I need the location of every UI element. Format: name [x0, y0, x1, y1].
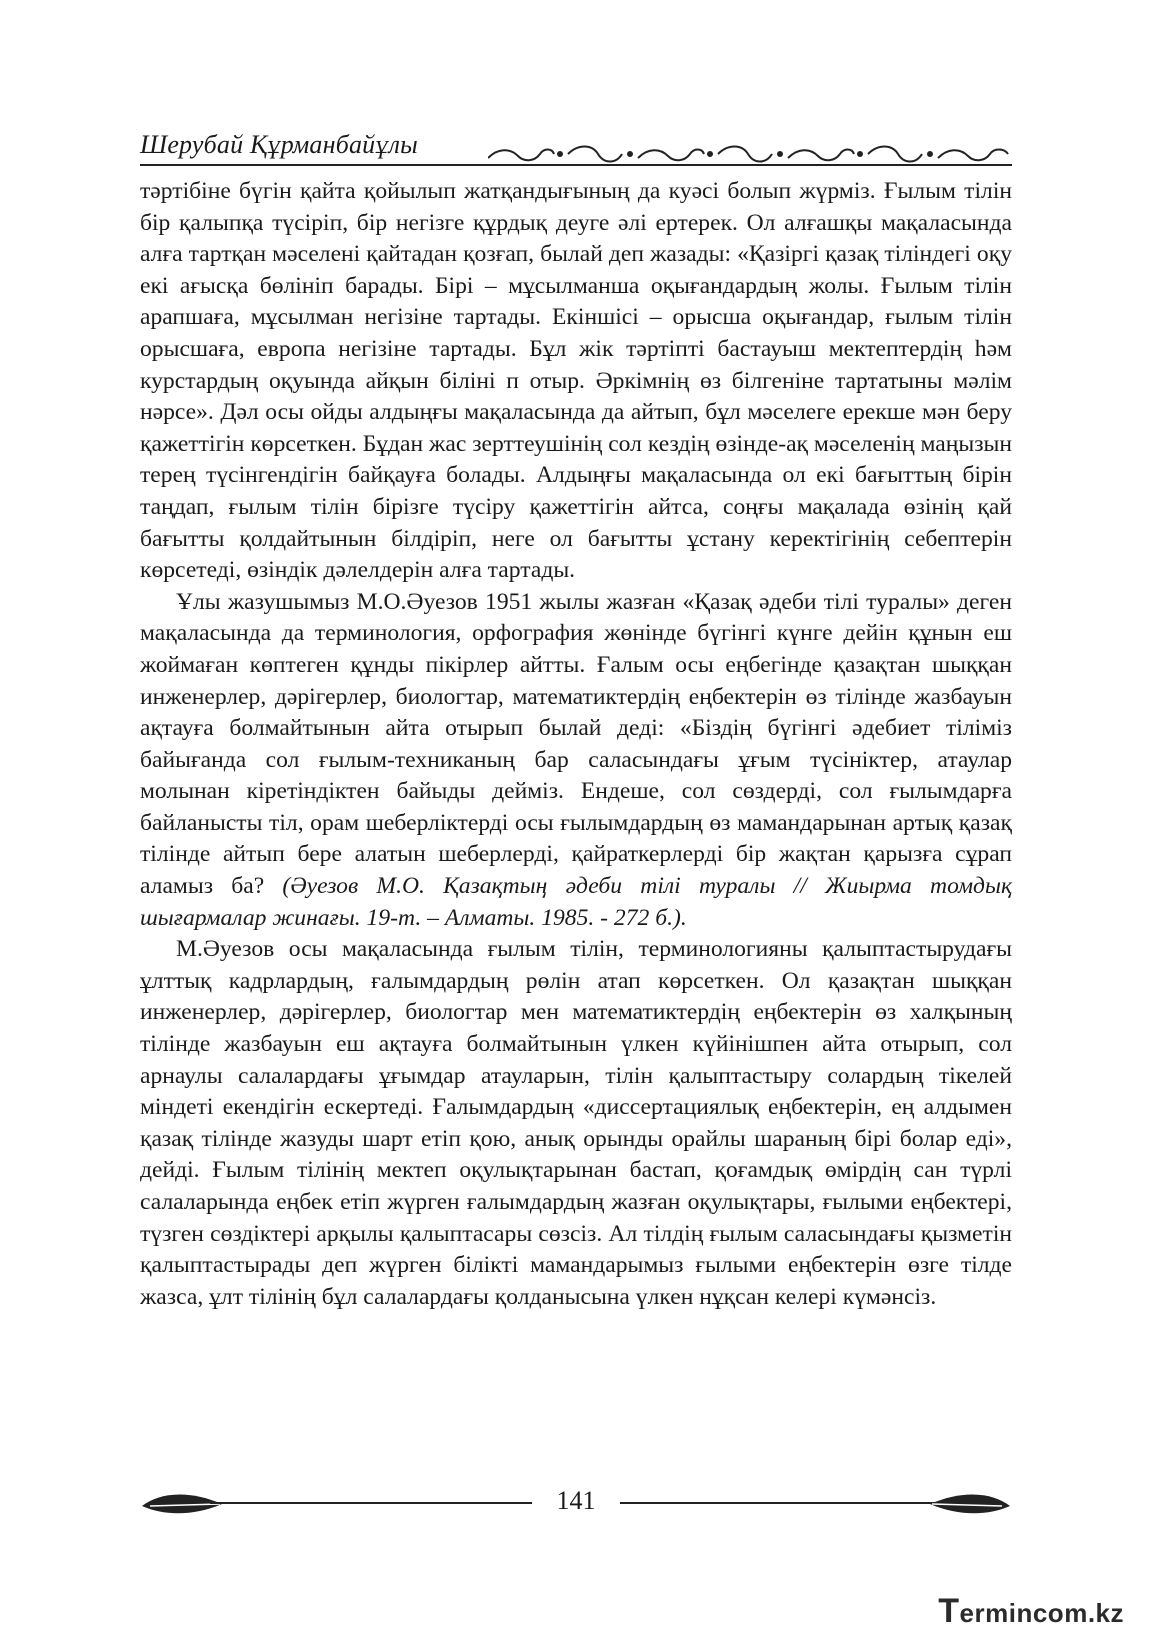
- watermark-prefix: T: [938, 1592, 960, 1630]
- watermark-logo: [938, 1592, 1124, 1631]
- paragraph-3: [140, 934, 1012, 1313]
- paragraph-1: [140, 176, 1012, 587]
- page-number: 141: [556, 1486, 596, 1515]
- paragraph-3-text: М.Әуезов осы мақаласында ғылым тілін, терминологияны қалыптастырудағы ұлттық кадрлардың, ғалымдардың рөлін атап көрсеткен. Ол қазақтан шыққан инженерлер, дәрігерлер, биологтар мен математиктердің еңбектерін өз халқының тілінде жазбауын еш ақтауға болмайтынын үлкен күйінішпен айта отырып, сол арнаулы салалардағы ұғымдар атауларын, тілін қалыптастыру солардың тікелей міндеті екендігін ескертеді. Ғалымдардың «диссертациялық еңбектерін, ең алдымен қазақ тілінде жазуды шарт етіп қою, анық орынды орайлы шараның бірі болар еді», дейді. Ғылым тілінің мектеп оқулықтарынан бастап, қоғамдық өмірдің сан түрлі салаларында еңбек етіп жүрген ғалымдардың жазған оқулықтары, ғылыми еңбектері, түзген сөздіктері арқылы қалыптасары сөзсіз. Ал тілдің ғылым саласындағы қызметін қалыптастырады деп жүрген білікті мамандарымыз ғылыми еңбектерін өзге тілде жазса, ұлт тілінің бұл салалардағы қолданысына үлкен нұқсан келері күмәнсіз.: [140, 936, 1012, 1310]
- footer-line-left: [210, 1502, 532, 1504]
- paragraph-1-text: тәртібіне бүгін қайта қойылып жатқандығының да куәсі болып жүрміз. Ғылым тілін бір қалыпқа түсіріп, бір негізге құрдық деуге әлі ертерек. Ол алғашқы мақаласында алға тартқан мәселені қайтадан қозғап, былай деп жазады: «Қазіргі қазақ тіліндегі оқу екі ағысқа бөлініп барады. Бірі – мұсылманша оқығандардың жолы. Ғылым тілін арапшаға, мұсылман негізіне тартады. Екіншісі – орысша оқығандар, ғылым тілін орысшаға, европа негізіне тартады. Бұл жік тәртіпті бастауыш мектептердің һәм курстардың оқуында айқын біліні п отыр. Әркімнің өз білгеніне тартатыны мәлім нәрсе». Дәл осы ойды алдыңғы мақаласында да айтып, бұл мәселеге ерекше мән беру қажеттігін көрсеткен. Бұдан жас зерттеушінің сол кездің өзінде-ақ мәселенің маңызын терең түсінгендігін байқауға болады. Алдыңғы мақаласында ол екі бағыттың бірін таңдап, ғылым тілін бірізге түсіру қажеттігін айтса, соңғы мақалада өзінің қай бағытты қолдайтынын білдіріп, неге ол бағытты ұстану керектігінің себептерін көрсетеді, өзіндік дәлелдерін алға тартады.: [140, 178, 1013, 584]
- citation: (Әуезов М.О. Қазақтың әдеби тілі туралы // Жиырма томдық шығармалар жинағы. 19-т. – Алматы. 1985. - 272 б.).: [140, 873, 1012, 931]
- footer-line-right: [620, 1502, 942, 1504]
- watermark-suffix: .kz: [1087, 1598, 1124, 1628]
- header-author: Шерубай Құрманбайұлы: [140, 130, 418, 159]
- right-leaf-icon: [928, 1486, 1012, 1520]
- paragraph-2-text: Ұлы жазушымыз М.О.Әуезов 1951 жылы жазған «Қазақ әдеби тілі туралы» деген мақаласында да терминология, орфография жөнінде бүгінгі күнге дейін құнын еш жоймаған көптеген құнды пікірлер айтты. Ғалым осы еңбегінде қазақтан шыққан инженерлер, дәрігерлер, биологтар, математиктердің еңбектерін өз тілінде жазбауын ақтауға болмайтынын айта отырып былай деді: «Біздің бүгінгі әдебиет тіліміз байығанда сол ғылым-техниканың бар саласындағы ұғым түсініктер, атаулар молынан кіретіндіктен байыды дейміз. Ендеше, сол сөздерді, сол ғылымдарға байланысты тіл, орам шеберліктерді осы ғылымдардың өз мамандарынан артық қазақ тілінде айтып бере алатын шеберлерді, қайраткерлерді бір жақтан қарызға сұрап аламыз ба?: [140, 588, 1012, 900]
- watermark-main: ermincom: [959, 1598, 1088, 1628]
- header-rule: [140, 164, 1012, 166]
- page-footer: [140, 1482, 1012, 1522]
- body-text: [140, 176, 1012, 1313]
- paragraph-2: [140, 587, 1012, 935]
